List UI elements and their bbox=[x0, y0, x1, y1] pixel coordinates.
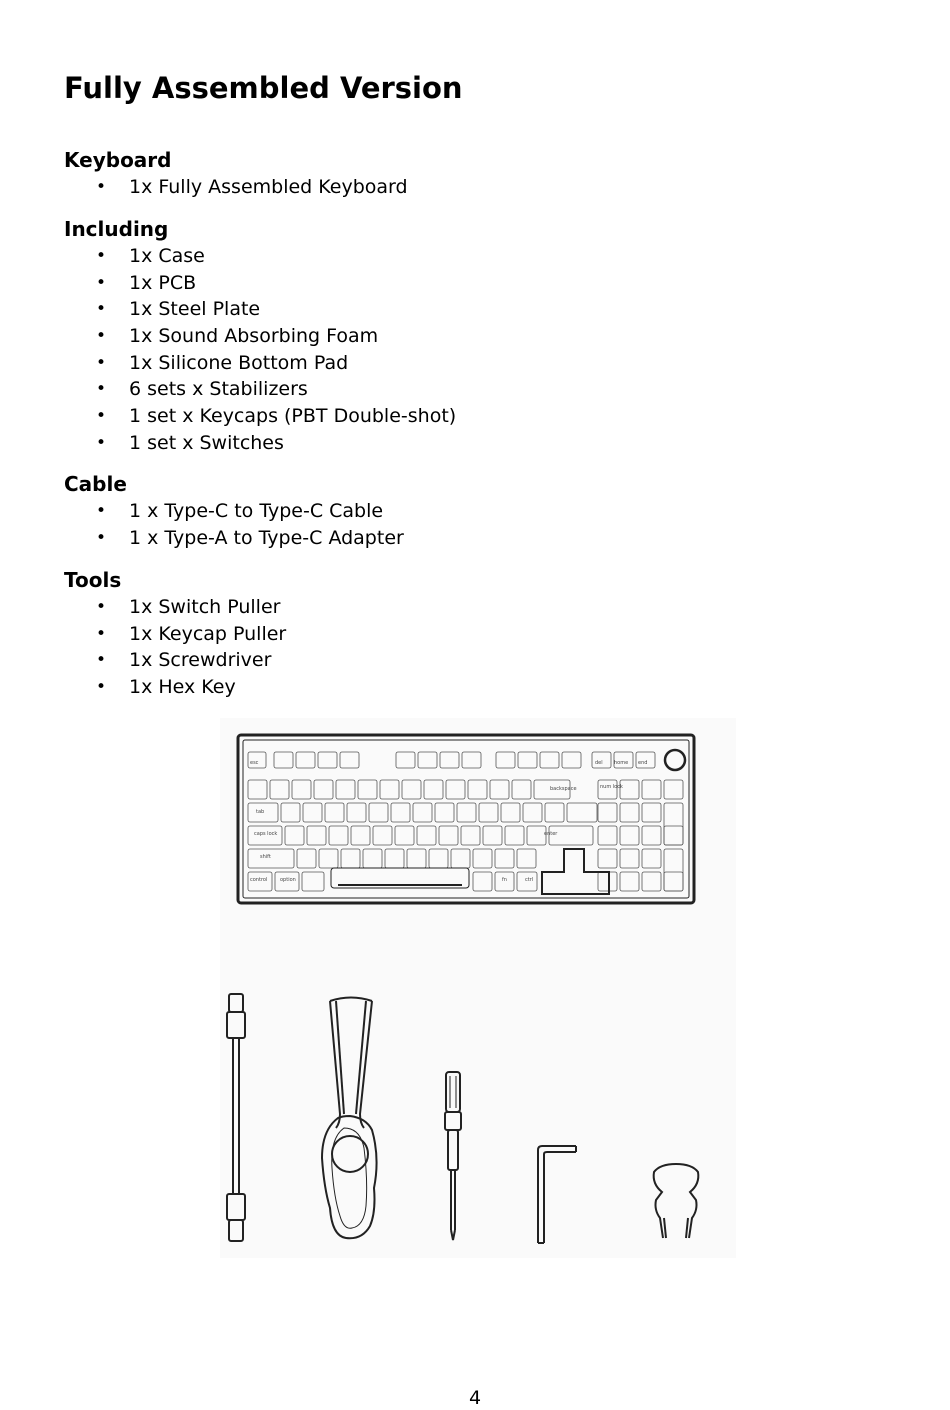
section-heading-keyboard: Keyboard bbox=[64, 148, 172, 172]
key-label: fn bbox=[502, 877, 507, 883]
list-item: • 1x Screwdriver bbox=[0, 647, 700, 674]
list-item: • 1x Keycap Puller bbox=[0, 621, 700, 648]
key-label: control bbox=[250, 877, 268, 883]
bullet-icon: • bbox=[96, 299, 107, 320]
bullet-icon: • bbox=[96, 501, 107, 521]
list-item: • 1x Hex Key bbox=[0, 674, 700, 701]
bullet-icon: • bbox=[96, 326, 107, 347]
key-label: tab bbox=[256, 809, 265, 815]
bullet-icon: • bbox=[96, 677, 107, 698]
list-item: • 1x Fully Assembled Keyboard bbox=[0, 174, 700, 201]
list-item: • 1x PCB bbox=[0, 270, 700, 297]
key-label: home bbox=[614, 760, 629, 766]
key-label: esc bbox=[250, 760, 259, 766]
key-label: caps lock bbox=[254, 831, 278, 837]
bullet-icon: • bbox=[96, 597, 107, 617]
list-item: • 1 set x Keycaps (PBT Double-shot) bbox=[0, 403, 700, 430]
key-label: end bbox=[638, 760, 648, 766]
including-list bbox=[0, 243, 700, 457]
list-item: • 6 sets x Stabilizers bbox=[0, 376, 700, 403]
bullet-icon: • bbox=[96, 406, 107, 427]
list-item: • 1x Case bbox=[0, 243, 700, 270]
page-number: 4 bbox=[468, 1387, 482, 1409]
list-item: • 1 x Type-A to Type-C Adapter bbox=[0, 525, 700, 552]
section-heading-including: Including bbox=[64, 217, 169, 241]
section-heading-tools: Tools bbox=[64, 568, 122, 592]
list-item: • 1x Steel Plate bbox=[0, 296, 700, 323]
keyboard-list bbox=[0, 174, 700, 201]
bullet-icon: • bbox=[96, 379, 107, 400]
list-item: • 1x Sound Absorbing Foam bbox=[0, 323, 700, 350]
page-title: Fully Assembled Version bbox=[64, 71, 463, 105]
bullet-icon: • bbox=[96, 623, 107, 644]
tools-list bbox=[0, 594, 700, 701]
bullet-icon: • bbox=[96, 527, 107, 548]
list-item: • 1 x Type-C to Type-C Cable bbox=[0, 498, 700, 525]
key-label: del bbox=[595, 760, 603, 766]
key-label: shift bbox=[260, 854, 271, 860]
key-label: num lock bbox=[600, 784, 623, 790]
bullet-icon: • bbox=[96, 246, 107, 266]
bullet-icon: • bbox=[96, 177, 107, 197]
cable-list bbox=[0, 498, 700, 551]
list-item: • 1 set x Switches bbox=[0, 430, 700, 457]
bullet-icon: • bbox=[96, 352, 107, 373]
section-heading-cable: Cable bbox=[64, 472, 127, 496]
bullet-icon: • bbox=[96, 650, 107, 671]
list-item: • 1x Silicone Bottom Pad bbox=[0, 350, 700, 377]
package-contents-figure bbox=[220, 718, 736, 1258]
bullet-icon: • bbox=[96, 432, 107, 453]
list-item: • 1x Switch Puller bbox=[0, 594, 700, 621]
key-label: enter bbox=[544, 831, 558, 837]
key-label: option bbox=[280, 877, 296, 883]
key-label: ctrl bbox=[525, 877, 534, 883]
bullet-icon: • bbox=[96, 272, 107, 293]
key-label: backspace bbox=[550, 786, 577, 792]
